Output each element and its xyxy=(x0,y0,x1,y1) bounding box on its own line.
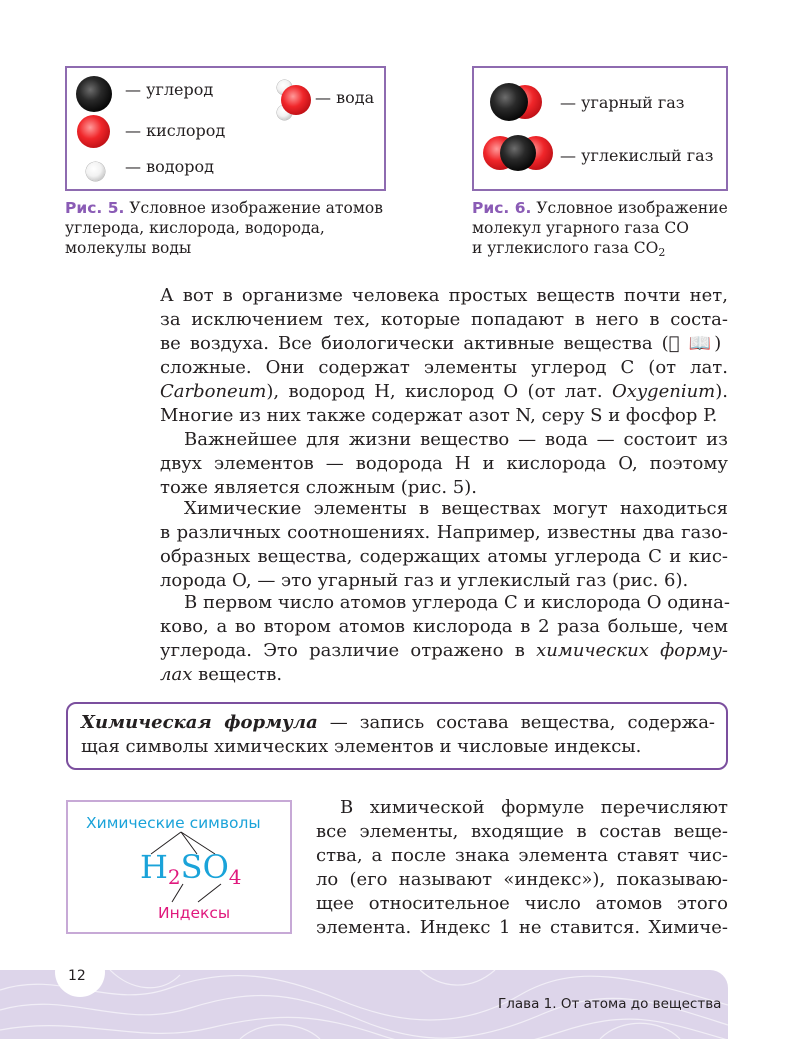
figure-6-box xyxy=(472,66,728,191)
figure-6-number: Рис. 6. xyxy=(472,199,532,217)
legend-oxygen: — кислород xyxy=(125,121,226,140)
figure-5-number: Рис. 5. xyxy=(65,199,125,217)
paragraph-2: Важнейшее для жизни вещество — вода — состоит из двух элементов — водорода H и кислорода O, поэтому тоже является сложным (рис. 5). xyxy=(160,429,728,498)
definition-term: Химическая формула xyxy=(81,712,318,733)
definition-box: Химическая формула — запись состава вещества, содержа- щая символы химических элементов и числовые индексы. xyxy=(66,702,728,770)
paragraph-3: Химические элементы в веществах могут находиться в различных соотношениях. Например, известны два газо- образных вещества, содержащих атомы углерода C и кис- лорода O, — это угарный газ и углекислый газ (рис. 6). xyxy=(160,498,728,591)
figure-6-caption: Рис. 6. Условное изображение молекул угарного газа CO и углекислого газа $CO_2$ xyxy=(472,199,728,259)
paragraph-4: В первом число атомов углерода C и кислорода O одина- ково, а во втором атомов кислорода в 2 раза больше, чем углерода. Это различие отражено в химических форму- лах веществ. xyxy=(160,592,730,685)
paragraph-5: В химической формуле перечисляют все элементы, входящие в состав веще- ства, а после знака элемента ставят чис- ло (его называют «индекс»), показываю- щее относительное число атомов этого элемента. Индекс 1 не ставится. Химиче- xyxy=(316,797,728,938)
water-molecule-icon xyxy=(267,78,313,120)
legend-carbon: — углерод xyxy=(125,80,214,99)
oxygen-atom-icon xyxy=(77,115,110,148)
figure-5-caption: Рис. 5. Условное изображение атомов углерода, кислорода, водорода, молекулы воды xyxy=(65,199,383,257)
legend-hydrogen: — водород xyxy=(125,157,214,176)
hydrogen-atom-icon xyxy=(86,162,105,181)
indices-label: Индексы xyxy=(158,904,231,922)
legend-water: — вода xyxy=(315,88,375,107)
page-number: 12 xyxy=(68,968,86,984)
legend-co: — угарный газ xyxy=(560,93,685,112)
paragraph-1: А вот в организме человека простых веществ почти нет, за исключением тех, которые попадают в него в соста- ве воздуха. Все биологически активные вещества (⃞ 📖) сложные. Они содержат элементы углерод C (от лат. Carboneum), водород H, кислород O (от лат. Oxygenium). Многие из них также содержат азот N, серу S и фосфор P. xyxy=(160,285,728,426)
carbon-dioxide-molecule-icon xyxy=(483,135,553,171)
chapter-title: Глава 1. От атома до вещества xyxy=(498,996,722,1012)
chemical-symbols-label: Химические символы xyxy=(86,814,261,832)
figure-5-box xyxy=(65,66,386,191)
formula-h2so4: H2SO4 xyxy=(140,848,242,889)
carbon-atom-icon xyxy=(76,76,112,112)
legend-co2: — углекислый газ xyxy=(560,146,714,165)
carbon-monoxide-molecule-icon xyxy=(490,83,546,121)
formula-diagram-box xyxy=(66,800,292,934)
